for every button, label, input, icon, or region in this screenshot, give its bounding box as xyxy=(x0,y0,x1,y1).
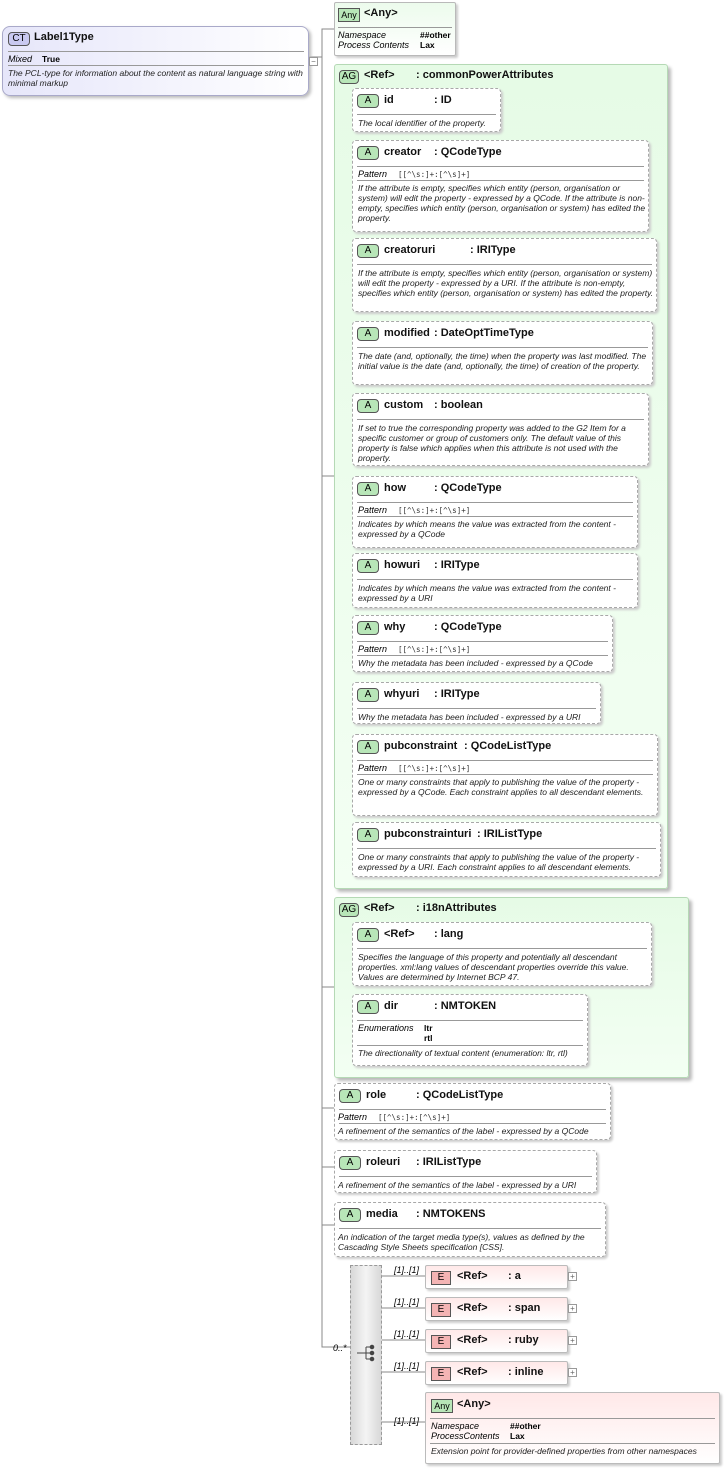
attribute-name: creatoruri xyxy=(384,244,436,256)
ag-badge: AG xyxy=(339,903,359,917)
namespace-label: Namespace xyxy=(338,30,387,40)
attribute-type: : boolean xyxy=(434,399,483,411)
expand-icon[interactable]: + xyxy=(568,1368,577,1377)
group-name: : i18nAttributes xyxy=(416,902,497,914)
attribute-badge: A xyxy=(357,688,379,702)
sequence-compositor[interactable] xyxy=(350,1265,382,1445)
attribute-description: A refinement of the semantics of the label - expressed by a URI xyxy=(338,1180,577,1190)
group-ref: <Ref> xyxy=(364,902,395,914)
process-contents-label: Process Contents xyxy=(338,40,410,50)
element-cardinality: [1]..[1] xyxy=(394,1361,420,1371)
attribute-name: roleuri xyxy=(366,1156,401,1168)
attribute-name: pubconstraint xyxy=(384,740,458,752)
ct-badge: CT xyxy=(8,32,30,46)
attribute-type: : QCodeType xyxy=(434,621,502,633)
label1type-complex-type[interactable] xyxy=(2,26,309,96)
element-name: : span xyxy=(508,1302,541,1314)
attribute-description: The directionality of textual content (enumeration: ltr, rtl) xyxy=(358,1048,568,1058)
element-span[interactable] xyxy=(425,1297,568,1321)
attribute-pubconstraint[interactable] xyxy=(352,734,658,816)
attribute-name: why xyxy=(384,621,406,633)
pattern-value: [[^\s:]+:[^\s]+] xyxy=(398,170,471,179)
expand-icon[interactable]: + xyxy=(568,1272,577,1281)
attribute-description: The date (and, optionally, the time) when the property was last modified. The initial value is the date (and, optionally, the time) of creation of the property. xyxy=(358,351,647,371)
attribute-type: : IRIListType xyxy=(477,828,543,840)
pattern-label: Pattern xyxy=(358,169,388,179)
pattern-label: Pattern xyxy=(358,644,388,654)
attribute-name: media xyxy=(366,1208,398,1220)
element-badge: E xyxy=(431,1367,451,1381)
element-badge: E xyxy=(431,1335,451,1349)
attribute-description: Indicates by which means the value was extracted from the content - expressed by a QCode xyxy=(358,519,616,539)
attribute-badge: A xyxy=(339,1208,361,1222)
attribute-why[interactable] xyxy=(352,615,613,672)
attribute-badge: A xyxy=(339,1156,361,1170)
attribute-modified[interactable] xyxy=(352,321,653,385)
attribute-name: modified xyxy=(384,327,430,339)
attribute-name: howuri xyxy=(384,559,421,571)
attribute-name: role xyxy=(366,1089,387,1101)
attribute-type: : lang xyxy=(434,928,464,940)
attribute-custom[interactable] xyxy=(352,393,649,466)
attribute-name: how xyxy=(384,482,406,494)
element-cardinality: [1]..[1] xyxy=(394,1329,420,1339)
attribute-description: The local identifier of the property. xyxy=(358,118,486,128)
element-name: : ruby xyxy=(508,1334,539,1346)
process-contents-label: ProcessContents xyxy=(431,1431,500,1441)
namespace-value: ##other xyxy=(510,1421,541,1431)
attribute-badge: A xyxy=(339,1089,361,1103)
any-title: <Any> xyxy=(457,1398,491,1410)
enumerations-label: Enumerations xyxy=(358,1023,414,1033)
enumeration-value-ltr: ltr xyxy=(424,1023,433,1033)
namespace-label: Namespace xyxy=(431,1421,480,1431)
attribute-role[interactable] xyxy=(334,1083,611,1140)
element-badge: E xyxy=(431,1271,451,1285)
attribute-name: pubconstrainturi xyxy=(384,828,472,840)
attribute-how[interactable] xyxy=(352,476,638,548)
element-ref: <Ref> xyxy=(457,1366,488,1378)
attribute-badge: A xyxy=(357,621,379,635)
element-a[interactable] xyxy=(425,1265,568,1289)
attribute-badge: A xyxy=(357,327,379,341)
attribute-type: : IRIType xyxy=(434,688,480,700)
attribute-media[interactable] xyxy=(334,1202,606,1257)
any-description: Extension point for provider-defined properties from other namespaces xyxy=(431,1446,697,1456)
any-title: <Any> xyxy=(364,7,398,19)
attribute-creatoruri[interactable] xyxy=(352,238,657,312)
attribute-badge: A xyxy=(357,559,379,573)
pattern-label: Pattern xyxy=(358,505,388,515)
attribute-type: : NMTOKENS xyxy=(416,1208,486,1220)
element-ref: <Ref> xyxy=(457,1334,488,1346)
element-name: : inline xyxy=(508,1366,544,1378)
attribute-type: : QCodeListType xyxy=(464,740,552,752)
attribute-description: If the attribute is empty, specifies which entity (person, organisation or system) will edit the property - expressed by a QCode. If the attribute is non-empty, specifies which entity (person, organisation or system) has edited the property. xyxy=(358,183,646,223)
pattern-value: [[^\s:]+:[^\s]+] xyxy=(398,506,471,515)
expand-icon[interactable]: + xyxy=(568,1336,577,1345)
attribute-badge: A xyxy=(357,928,379,942)
attribute-description: Why the metadata has been included - expressed by a URI xyxy=(358,712,581,722)
attribute-badge: A xyxy=(357,740,379,754)
attribute-name: <Ref> xyxy=(384,928,415,940)
any-badge: Any xyxy=(338,8,360,22)
ag-badge: AG xyxy=(339,70,359,84)
attribute-description: If the attribute is empty, specifies which entity (person, organisation or system) will edit the property - expressed by a URI. If the attribute is non-empty, specifies which entity (person, organisation or system) has edited the property. xyxy=(358,268,654,298)
attribute-badge: A xyxy=(357,146,379,160)
any-attribute-box[interactable] xyxy=(334,2,456,56)
attribute-dir[interactable] xyxy=(352,994,588,1066)
attribute-name: custom xyxy=(384,399,424,411)
attribute-name: creator xyxy=(384,146,422,158)
attribute-pubconstrainturi[interactable] xyxy=(352,822,661,877)
element-badge: E xyxy=(431,1303,451,1317)
element-ref: <Ref> xyxy=(457,1302,488,1314)
attribute-badge: A xyxy=(357,482,379,496)
attribute-creator[interactable] xyxy=(352,140,649,232)
namespace-value: ##other xyxy=(420,30,451,40)
attribute-id[interactable] xyxy=(352,88,501,132)
attribute-description: One or many constraints that apply to publishing the value of the property - expressed by a QCode. Each constraint applies to all descendant elements. xyxy=(358,777,644,797)
attribute-type: : IRIType xyxy=(470,244,516,256)
attribute-howuri[interactable] xyxy=(352,553,638,608)
attribute-badge: A xyxy=(357,94,379,108)
group-ref: <Ref> xyxy=(364,69,395,81)
pattern-value: [[^\s:]+:[^\s]+] xyxy=(398,764,471,773)
attribute-description: If set to true the corresponding property was added to the G2 Item for a specific customer or group of customers only. The default value of this property is false which applies when this attribute is not used with the property. xyxy=(358,423,626,463)
complex-type-title: Label1Type xyxy=(34,31,94,43)
attribute-badge: A xyxy=(357,828,379,842)
pattern-value: [[^\s:]+:[^\s]+] xyxy=(398,645,471,654)
attribute-name: id xyxy=(384,94,394,106)
attribute-description: Specifies the language of this property and potentially all descendant properties. xml:lang values of descendant properties override this value. Values are determined by Internet BCP 47. xyxy=(358,952,629,982)
attribute-type: : ID xyxy=(434,94,452,106)
any-cardinality: [1]..[1] xyxy=(394,1416,420,1426)
sequence-cardinality: 0..* xyxy=(333,1343,347,1353)
attribute-name: whyuri xyxy=(384,688,420,700)
enumeration-value-rtl: rtl xyxy=(424,1033,433,1043)
process-contents-value: Lax xyxy=(510,1431,525,1441)
complex-type-description: The PCL-type for information about the content as natural language string with minimal markup xyxy=(8,68,303,88)
attribute-badge: A xyxy=(357,399,379,413)
attribute-lang[interactable] xyxy=(352,922,652,986)
mixed-value: True xyxy=(42,54,60,64)
attribute-type: : IRIListType xyxy=(416,1156,482,1168)
attribute-description: Why the metadata has been included - expressed by a QCode xyxy=(358,658,593,668)
any-element-box[interactable] xyxy=(425,1392,720,1464)
element-inline[interactable] xyxy=(425,1361,568,1385)
element-cardinality: [1]..[1] xyxy=(394,1297,420,1307)
attribute-type: : DateOptTimeType xyxy=(434,327,534,339)
attribute-roleuri[interactable] xyxy=(334,1150,597,1193)
element-cardinality: [1]..[1] xyxy=(394,1265,420,1275)
collapse-toggle-icon[interactable]: − xyxy=(309,57,318,66)
any-badge: Any xyxy=(431,1399,453,1413)
attribute-type: : QCodeType xyxy=(434,482,502,494)
attribute-badge: A xyxy=(357,1000,379,1014)
group-name: : commonPowerAttributes xyxy=(416,69,554,81)
pattern-value: [[^\s:]+:[^\s]+] xyxy=(378,1113,451,1122)
attribute-type: : QCodeListType xyxy=(416,1089,504,1101)
attribute-description: One or many constraints that apply to publishing the value of the property - expressed by a URI. Each constraint applies to all descendant elements. xyxy=(358,852,640,872)
attribute-type: : IRIType xyxy=(434,559,480,571)
expand-icon[interactable]: + xyxy=(568,1304,577,1313)
element-ruby[interactable] xyxy=(425,1329,568,1353)
attribute-badge: A xyxy=(357,244,379,258)
attribute-description: An indication of the target media type(s), values as defined by the Cascading Style Sheets specification [CSS]. xyxy=(338,1232,585,1252)
mixed-label: Mixed xyxy=(8,54,33,64)
pattern-label: Pattern xyxy=(338,1112,368,1122)
attribute-description: Indicates by which means the value was extracted from the content - expressed by a URI xyxy=(358,583,616,603)
attribute-type: : QCodeType xyxy=(434,146,502,158)
attribute-name: dir xyxy=(384,1000,399,1012)
element-name: : a xyxy=(508,1270,521,1282)
element-ref: <Ref> xyxy=(457,1270,488,1282)
process-contents-value: Lax xyxy=(420,40,435,50)
attribute-whyuri[interactable] xyxy=(352,682,601,724)
attribute-description: A refinement of the semantics of the label - expressed by a QCode xyxy=(338,1126,589,1136)
attribute-type: : NMTOKEN xyxy=(434,1000,497,1012)
pattern-label: Pattern xyxy=(358,763,388,773)
